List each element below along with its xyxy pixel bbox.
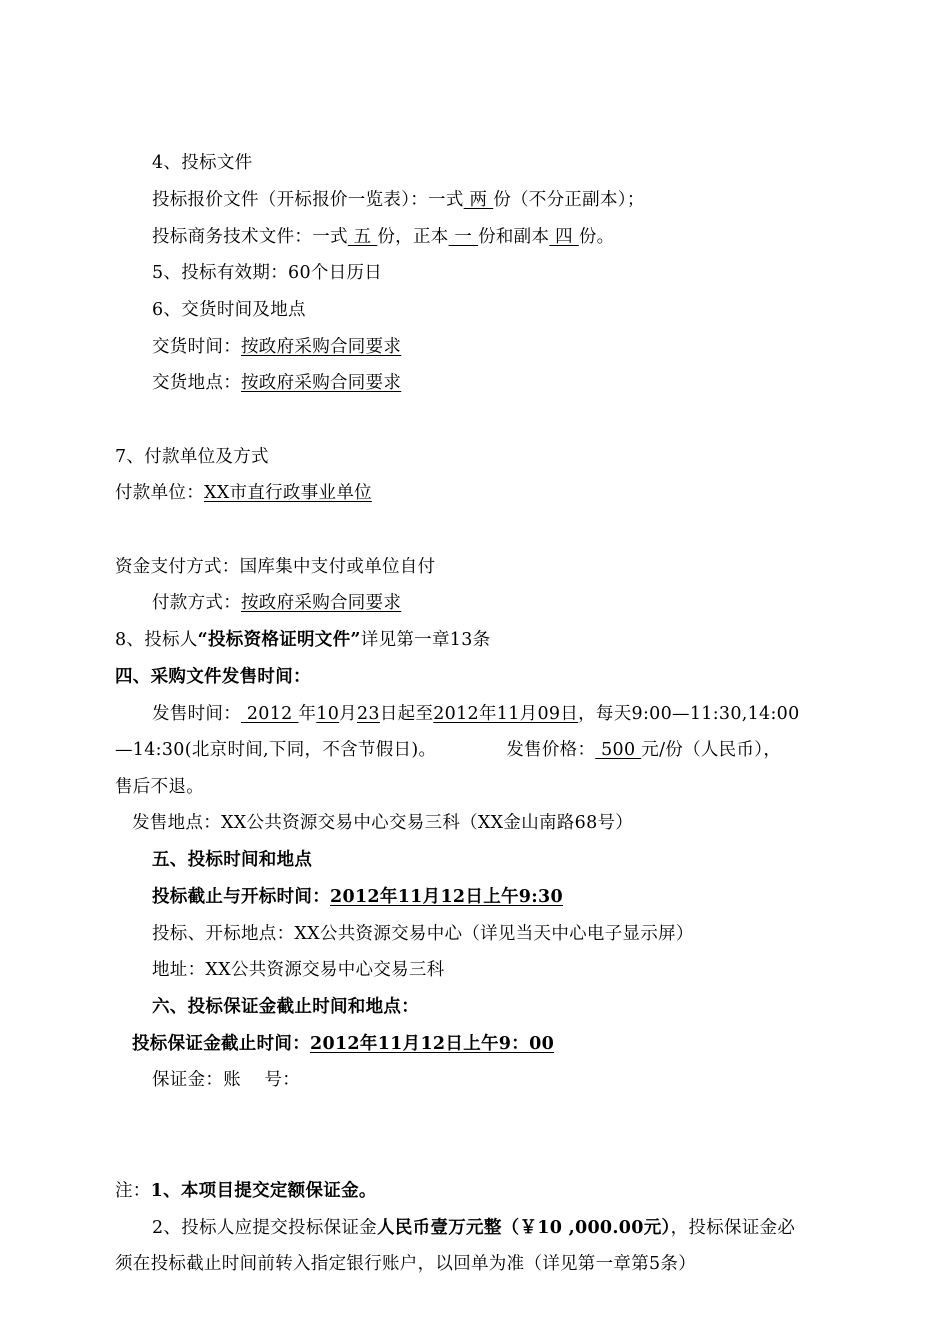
qualification-docs: 8、投标人“投标资格证明文件”详见第一章13条 bbox=[115, 630, 491, 650]
payment-heading: 7、付款单位及方式 bbox=[115, 447, 269, 467]
quote-file-copies: 投标报价文件（开标报价一览表）：一式 两 份（不分正副本）； bbox=[152, 190, 645, 210]
sale-time-continued: —14:30(北京时间,下同，不含节假日)。 发售价格： 500 元/份（人民币）， bbox=[115, 740, 782, 760]
fund-payment-method: 资金支付方式：国库集中支付或单位自付 bbox=[115, 557, 436, 577]
note-2: 2、投标人应提交投标保证金人民币壹万元整（￥10 ,000.00元），投标保证金必 bbox=[152, 1218, 796, 1238]
sale-place: 发售地点：XX公共资源交易中心交易三科（XX金山南路68号） bbox=[132, 813, 634, 833]
bid-opening-place: 投标、开标地点：XX公共资源交易中心（详见当天中心电子显示屏） bbox=[152, 924, 694, 944]
tech-file-copies: 投标商务技术文件：一式 五 份，正本 一 份和副本 四 份。 bbox=[152, 227, 615, 247]
delivery-place: 交货地点：按政府采购合同要求 bbox=[152, 373, 402, 393]
no-refund: 售后不退。 bbox=[115, 777, 204, 797]
address: 地址：XX公共资源交易中心交易三科 bbox=[152, 960, 445, 980]
section-6-heading: 六、投标保证金截止时间和地点： bbox=[152, 997, 419, 1017]
bid-deadline: 投标截止与开标时间：2012年11月12日上午9:30 bbox=[152, 887, 564, 907]
deposit-account: 保证金：账 号： bbox=[152, 1070, 301, 1090]
payment-unit: 付款单位：XX市直行政事业单位 bbox=[115, 483, 372, 503]
sale-time: 发售时间： 2012 年10月23日起至2012年11月09日，每天9:00—11:30,14:00 bbox=[152, 704, 800, 724]
bid-validity: 5、投标有效期：60个日历日 bbox=[152, 263, 383, 283]
delivery-heading: 6、交货时间及地点 bbox=[152, 300, 306, 320]
item-4-bid-documents: 4、投标文件 bbox=[152, 153, 253, 173]
delivery-time: 交货时间：按政府采购合同要求 bbox=[152, 337, 402, 357]
note-1: 注：1、本项目提交定额保证金。 bbox=[115, 1181, 377, 1201]
deposit-deadline: 投标保证金截止时间：2012年11月12日上午9：00 bbox=[132, 1034, 555, 1054]
note-2-continued: 须在投标截止时间前转入指定银行账户，以回单为准（详见第一章第5条） bbox=[115, 1254, 697, 1274]
section-4-heading: 四、采购文件发售时间： bbox=[115, 667, 311, 687]
section-5-heading: 五、投标时间和地点 bbox=[152, 850, 313, 870]
payment-method: 付款方式：按政府采购合同要求 bbox=[152, 593, 402, 613]
